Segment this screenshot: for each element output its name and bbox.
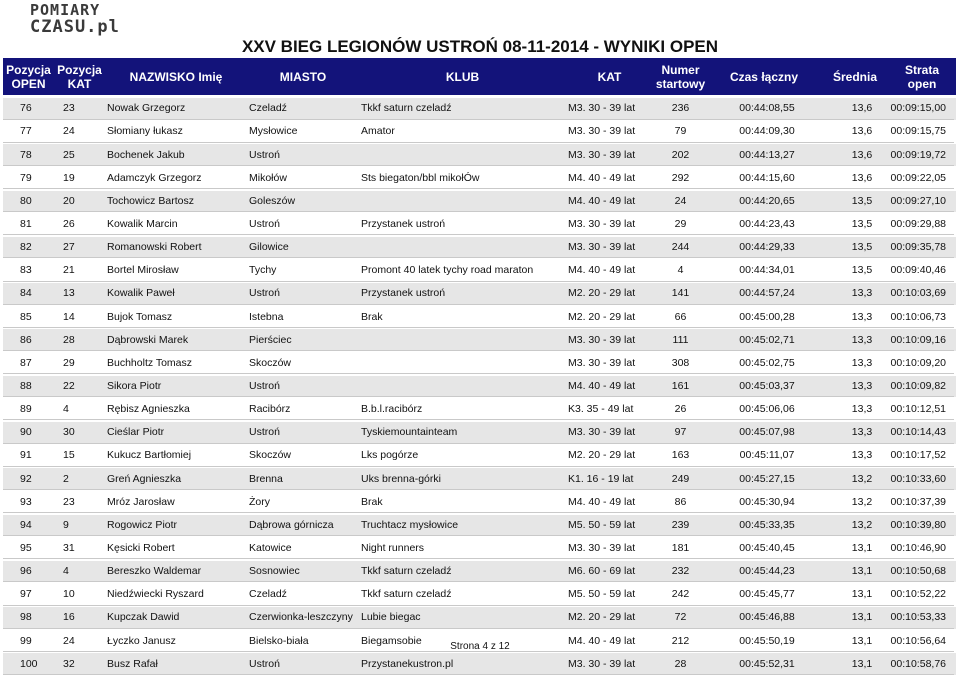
cell-total-time: 00:45:07,98 [708, 422, 820, 444]
cell-position-open: 99 [3, 630, 54, 652]
cell-club: Biegamsobie [359, 630, 566, 652]
cell-position-open: 93 [3, 491, 54, 513]
cell-average-speed: 13,5 [820, 214, 890, 236]
cell-bib-number: 29 [653, 214, 708, 236]
results-table-body [3, 98, 956, 677]
cell-position-category: 24 [54, 121, 105, 143]
cell-position-category: 23 [54, 98, 105, 120]
cell-bib-number: 292 [653, 167, 708, 189]
cell-total-time: 00:44:57,24 [708, 283, 820, 305]
cell-position-category: 30 [54, 422, 105, 444]
cell-total-time: 00:44:09,30 [708, 121, 820, 143]
cell-category: M3. 30 - 39 lat [566, 538, 653, 560]
logo-line-1: POMIARY [30, 1, 101, 19]
cell-position-open: 100 [3, 653, 54, 675]
cell-time-gap: 00:10:09,16 [890, 329, 954, 351]
cell-total-time: 00:45:11,07 [708, 445, 820, 467]
cell-position-open: 85 [3, 306, 54, 328]
header-position-open: Pozycja OPEN [6, 62, 51, 91]
cell-position-open: 84 [3, 283, 54, 305]
cell-category: M3. 30 - 39 lat [566, 329, 653, 351]
cell-average-speed: 13,6 [820, 144, 890, 166]
cell-position-category: 15 [54, 445, 105, 467]
cell-position-category: 9 [54, 515, 105, 537]
cell-runner-name: Busz Rafał [105, 653, 247, 675]
cell-total-time: 00:44:20,65 [708, 191, 820, 213]
cell-runner-name: Greń Agnieszka [105, 468, 247, 490]
cell-city: Ustroń [247, 653, 359, 675]
cell-city: Dąbrowa górnicza [247, 515, 359, 537]
cell-runner-name: Rogowicz Piotr [105, 515, 247, 537]
table-header [3, 58, 956, 95]
cell-bib-number: 97 [653, 422, 708, 444]
cell-category: M3. 30 - 39 lat [566, 121, 653, 143]
table-row [3, 191, 956, 213]
cell-total-time: 00:45:46,88 [708, 607, 820, 629]
cell-city: Gilowice [247, 237, 359, 259]
cell-city: Mysłowice [247, 121, 359, 143]
cell-average-speed: 13,6 [820, 121, 890, 143]
cell-bib-number: 163 [653, 445, 708, 467]
cell-time-gap: 00:10:33,60 [890, 468, 954, 490]
table-row [3, 167, 956, 189]
cell-city: Ustroń [247, 283, 359, 305]
cell-bib-number: 24 [653, 191, 708, 213]
cell-club: Przystanek ustroń [359, 214, 566, 236]
cell-runner-name: Niedźwiecki Ryszard [105, 584, 247, 606]
cell-city: Pierściec [247, 329, 359, 351]
cell-category: M3. 30 - 39 lat [566, 98, 653, 120]
cell-city: Ustroń [247, 144, 359, 166]
cell-city: Goleszów [247, 191, 359, 213]
cell-total-time: 00:45:30,94 [708, 491, 820, 513]
table-row [3, 237, 956, 259]
cell-time-gap: 00:09:29,88 [890, 214, 954, 236]
cell-category: M3. 30 - 39 lat [566, 653, 653, 675]
cell-time-gap: 00:10:37,39 [890, 491, 954, 513]
cell-bib-number: 308 [653, 353, 708, 375]
cell-position-open: 83 [3, 260, 54, 282]
cell-runner-name: Kupczak Dawid [105, 607, 247, 629]
cell-average-speed: 13,2 [820, 515, 890, 537]
cell-club: Uks brenna-górki [359, 468, 566, 490]
cell-time-gap: 00:09:22,05 [890, 167, 954, 189]
cell-city: Żory [247, 491, 359, 513]
cell-position-category: 2 [54, 468, 105, 490]
cell-city: Bielsko-biała [247, 630, 359, 652]
cell-club: Lks pogórze [359, 445, 566, 467]
cell-club: Tkkf saturn czeladź [359, 98, 566, 120]
cell-average-speed: 13,3 [820, 306, 890, 328]
cell-time-gap: 00:10:17,52 [890, 445, 954, 467]
cell-position-open: 98 [3, 607, 54, 629]
cell-position-category: 10 [54, 584, 105, 606]
cell-runner-name: Nowak Grzegorz [105, 98, 247, 120]
table-row [3, 538, 956, 560]
cell-total-time: 00:45:02,71 [708, 329, 820, 351]
cell-position-category: 31 [54, 538, 105, 560]
cell-time-gap: 00:10:06,73 [890, 306, 954, 328]
cell-average-speed: 13,1 [820, 561, 890, 583]
table-row [3, 144, 956, 166]
table-row [3, 399, 956, 421]
cell-total-time: 00:44:15,60 [708, 167, 820, 189]
cell-position-category: 14 [54, 306, 105, 328]
cell-position-open: 95 [3, 538, 54, 560]
cell-club: Brak [359, 306, 566, 328]
cell-bib-number: 66 [653, 306, 708, 328]
cell-average-speed: 13,1 [820, 630, 890, 652]
cell-runner-name: Mróz Jarosław [105, 491, 247, 513]
cell-category: M2. 20 - 29 lat [566, 283, 653, 305]
table-row [3, 422, 956, 444]
table-row [3, 98, 956, 120]
cell-club [359, 329, 566, 351]
cell-club: Lubie biegac [359, 607, 566, 629]
cell-club [359, 191, 566, 213]
header-city: MIASTO [279, 69, 327, 84]
cell-time-gap: 00:10:09,20 [890, 353, 954, 375]
cell-average-speed: 13,1 [820, 607, 890, 629]
cell-category: M3. 30 - 39 lat [566, 353, 653, 375]
cell-position-category: 4 [54, 399, 105, 421]
cell-runner-name: Bochenek Jakub [105, 144, 247, 166]
cell-position-open: 91 [3, 445, 54, 467]
cell-runner-name: Kęsicki Robert [105, 538, 247, 560]
cell-total-time: 00:45:03,37 [708, 376, 820, 398]
cell-runner-name: Sikora Piotr [105, 376, 247, 398]
cell-position-category: 26 [54, 214, 105, 236]
cell-club: B.b.l.racibórz [359, 399, 566, 421]
cell-bib-number: 72 [653, 607, 708, 629]
cell-category: M2. 20 - 29 lat [566, 445, 653, 467]
cell-runner-name: Adamczyk Grzegorz [105, 167, 247, 189]
cell-category: M3. 30 - 39 lat [566, 237, 653, 259]
cell-position-open: 88 [3, 376, 54, 398]
cell-category: M4. 40 - 49 lat [566, 376, 653, 398]
cell-time-gap: 00:10:14,43 [890, 422, 954, 444]
header-category: KAT [597, 69, 622, 84]
cell-bib-number: 79 [653, 121, 708, 143]
cell-club: Tkkf saturn czeladź [359, 561, 566, 583]
cell-bib-number: 249 [653, 468, 708, 490]
cell-position-category: 13 [54, 283, 105, 305]
cell-category: M2. 20 - 29 lat [566, 306, 653, 328]
header-club: KLUB [445, 69, 480, 84]
cell-position-category: 27 [54, 237, 105, 259]
table-row [3, 353, 956, 375]
cell-club [359, 237, 566, 259]
cell-bib-number: 181 [653, 538, 708, 560]
cell-position-category: 20 [54, 191, 105, 213]
cell-position-open: 79 [3, 167, 54, 189]
cell-bib-number: 232 [653, 561, 708, 583]
cell-bib-number: 236 [653, 98, 708, 120]
cell-position-open: 82 [3, 237, 54, 259]
cell-position-open: 90 [3, 422, 54, 444]
cell-time-gap: 00:09:40,46 [890, 260, 954, 282]
header-name: NAZWISKO Imię [129, 69, 223, 84]
cell-bib-number: 141 [653, 283, 708, 305]
cell-city: Skoczów [247, 445, 359, 467]
logo-line-2: CZASU.pl [30, 17, 120, 37]
table-row [3, 584, 956, 606]
cell-bib-number: 161 [653, 376, 708, 398]
cell-club [359, 144, 566, 166]
table-row [3, 329, 956, 351]
cell-club [359, 353, 566, 375]
cell-runner-name: Kowalik Marcin [105, 214, 247, 236]
cell-average-speed: 13,1 [820, 653, 890, 675]
cell-runner-name: Tochowicz Bartosz [105, 191, 247, 213]
cell-category: K1. 16 - 19 lat [566, 468, 653, 490]
cell-category: M5. 50 - 59 lat [566, 584, 653, 606]
cell-bib-number: 242 [653, 584, 708, 606]
cell-category: K3. 35 - 49 lat [566, 399, 653, 421]
cell-position-category: 25 [54, 144, 105, 166]
cell-time-gap: 00:10:09,82 [890, 376, 954, 398]
cell-category: M4. 40 - 49 lat [566, 167, 653, 189]
cell-bib-number: 202 [653, 144, 708, 166]
cell-total-time: 00:44:13,27 [708, 144, 820, 166]
cell-runner-name: Łyczko Janusz [105, 630, 247, 652]
cell-category: M5. 50 - 59 lat [566, 515, 653, 537]
cell-average-speed: 13,5 [820, 260, 890, 282]
cell-position-category: 4 [54, 561, 105, 583]
cell-average-speed: 13,3 [820, 376, 890, 398]
cell-position-open: 76 [3, 98, 54, 120]
cell-average-speed: 13,3 [820, 329, 890, 351]
cell-position-category: 21 [54, 260, 105, 282]
cell-club [359, 376, 566, 398]
cell-average-speed: 13,3 [820, 422, 890, 444]
cell-runner-name: Bortel Mirosław [105, 260, 247, 282]
cell-time-gap: 00:10:46,90 [890, 538, 954, 560]
cell-city: Ustroń [247, 214, 359, 236]
cell-position-open: 97 [3, 584, 54, 606]
header-time-gap: Strata open [904, 62, 939, 91]
cell-city: Katowice [247, 538, 359, 560]
cell-runner-name: Bereszko Waldemar [105, 561, 247, 583]
cell-total-time: 00:45:45,77 [708, 584, 820, 606]
cell-bib-number: 111 [653, 329, 708, 351]
cell-time-gap: 00:10:52,22 [890, 584, 954, 606]
cell-position-category: 19 [54, 167, 105, 189]
cell-city: Czeladź [247, 98, 359, 120]
cell-club: Tkkf saturn czeladź [359, 584, 566, 606]
table-row [3, 561, 956, 583]
cell-runner-name: Buchholtz Tomasz [105, 353, 247, 375]
cell-category: M4. 40 - 49 lat [566, 260, 653, 282]
cell-position-category: 23 [54, 491, 105, 513]
table-row [3, 445, 956, 467]
cell-city: Tychy [247, 260, 359, 282]
table-row [3, 607, 956, 629]
cell-bib-number: 239 [653, 515, 708, 537]
header-average-speed: Średnia [832, 69, 877, 84]
cell-total-time: 00:44:23,43 [708, 214, 820, 236]
cell-city: Mikołów [247, 167, 359, 189]
cell-club: Night runners [359, 538, 566, 560]
cell-club: Tyskiemountainteam [359, 422, 566, 444]
cell-average-speed: 13,5 [820, 191, 890, 213]
cell-position-open: 81 [3, 214, 54, 236]
cell-city: Ustroń [247, 422, 359, 444]
cell-position-category: 24 [54, 630, 105, 652]
cell-position-open: 87 [3, 353, 54, 375]
cell-time-gap: 00:10:03,69 [890, 283, 954, 305]
cell-position-category: 16 [54, 607, 105, 629]
cell-time-gap: 00:09:15,75 [890, 121, 954, 143]
cell-average-speed: 13,2 [820, 468, 890, 490]
logo [30, 2, 130, 38]
cell-time-gap: 00:10:58,76 [890, 653, 954, 675]
cell-category: M4. 40 - 49 lat [566, 491, 653, 513]
cell-city: Czerwionka-leszczyny [247, 607, 359, 629]
cell-total-time: 00:45:00,28 [708, 306, 820, 328]
cell-city: Istebna [247, 306, 359, 328]
cell-total-time: 00:44:29,33 [708, 237, 820, 259]
cell-bib-number: 244 [653, 237, 708, 259]
cell-time-gap: 00:09:27,10 [890, 191, 954, 213]
cell-total-time: 00:45:40,45 [708, 538, 820, 560]
table-row [3, 491, 956, 513]
cell-runner-name: Cieślar Piotr [105, 422, 247, 444]
cell-position-category: 28 [54, 329, 105, 351]
cell-average-speed: 13,1 [820, 538, 890, 560]
cell-time-gap: 00:10:50,68 [890, 561, 954, 583]
header-total-time: Czas łączny [729, 69, 799, 84]
cell-total-time: 00:45:06,06 [708, 399, 820, 421]
cell-city: Brenna [247, 468, 359, 490]
cell-category: M3. 30 - 39 lat [566, 144, 653, 166]
cell-position-category: 32 [54, 653, 105, 675]
cell-average-speed: 13,3 [820, 399, 890, 421]
cell-bib-number: 212 [653, 630, 708, 652]
cell-average-speed: 13,3 [820, 283, 890, 305]
cell-category: M4. 40 - 49 lat [566, 191, 653, 213]
cell-time-gap: 00:10:12,51 [890, 399, 954, 421]
cell-city: Ustroń [247, 376, 359, 398]
cell-bib-number: 26 [653, 399, 708, 421]
cell-bib-number: 28 [653, 653, 708, 675]
cell-bib-number: 86 [653, 491, 708, 513]
table-row [3, 376, 956, 398]
cell-total-time: 00:44:08,55 [708, 98, 820, 120]
cell-position-open: 96 [3, 561, 54, 583]
cell-average-speed: 13,3 [820, 445, 890, 467]
cell-position-category: 22 [54, 376, 105, 398]
cell-club: Przystanek ustroń [359, 283, 566, 305]
cell-club: Brak [359, 491, 566, 513]
page-title: XXV BIEG LEGIONÓW USTROŃ 08-11-2014 - WYNIKI OPEN [241, 37, 719, 56]
cell-bib-number: 4 [653, 260, 708, 282]
header-position-category: Pozycja KAT [57, 62, 102, 91]
table-row [3, 260, 956, 282]
cell-club: Promont 40 latek tychy road maraton [359, 260, 566, 282]
cell-average-speed: 13,1 [820, 584, 890, 606]
cell-time-gap: 00:10:56,64 [890, 630, 954, 652]
cell-position-open: 92 [3, 468, 54, 490]
cell-city: Sosnowiec [247, 561, 359, 583]
cell-club: Amator [359, 121, 566, 143]
cell-runner-name: Bujok Tomasz [105, 306, 247, 328]
cell-position-open: 77 [3, 121, 54, 143]
cell-total-time: 00:45:33,35 [708, 515, 820, 537]
cell-category: M3. 30 - 39 lat [566, 214, 653, 236]
cell-time-gap: 00:09:15,00 [890, 98, 954, 120]
table-row [3, 468, 956, 490]
cell-time-gap: 00:10:53,33 [890, 607, 954, 629]
cell-position-open: 89 [3, 399, 54, 421]
cell-total-time: 00:44:34,01 [708, 260, 820, 282]
cell-category: M3. 30 - 39 lat [566, 422, 653, 444]
table-row [3, 653, 956, 675]
cell-total-time: 00:45:02,75 [708, 353, 820, 375]
cell-club: Sts biegaton/bbl mikołÓw [359, 167, 566, 189]
cell-position-open: 86 [3, 329, 54, 351]
cell-runner-name: Romanowski Robert [105, 237, 247, 259]
cell-total-time: 00:45:44,23 [708, 561, 820, 583]
cell-position-open: 78 [3, 144, 54, 166]
cell-city: Skoczów [247, 353, 359, 375]
cell-runner-name: Słomiany łukasz [105, 121, 247, 143]
page-number: Strona 4 z 12 [450, 641, 510, 652]
cell-category: M2. 20 - 29 lat [566, 607, 653, 629]
table-row [3, 214, 956, 236]
table-row [3, 515, 956, 537]
cell-average-speed: 13,5 [820, 237, 890, 259]
cell-total-time: 00:45:52,31 [708, 653, 820, 675]
cell-runner-name: Rębisz Agnieszka [105, 399, 247, 421]
cell-average-speed: 13,2 [820, 491, 890, 513]
cell-category: M4. 40 - 49 lat [566, 630, 653, 652]
cell-average-speed: 13,6 [820, 167, 890, 189]
table-row [3, 283, 956, 305]
table-row [3, 121, 956, 143]
cell-position-category: 29 [54, 353, 105, 375]
cell-time-gap: 00:10:39,80 [890, 515, 954, 537]
header-bib-number: Numer startowy [655, 62, 706, 91]
cell-position-open: 94 [3, 515, 54, 537]
cell-runner-name: Dąbrowski Marek [105, 329, 247, 351]
cell-average-speed: 13,6 [820, 98, 890, 120]
cell-club: Truchtacz mysłowice [359, 515, 566, 537]
cell-category: M6. 60 - 69 lat [566, 561, 653, 583]
cell-city: Czeladź [247, 584, 359, 606]
cell-runner-name: Kukucz Bartłomiej [105, 445, 247, 467]
cell-total-time: 00:45:27,15 [708, 468, 820, 490]
cell-average-speed: 13,3 [820, 353, 890, 375]
cell-time-gap: 00:09:19,72 [890, 144, 954, 166]
cell-runner-name: Kowalik Paweł [105, 283, 247, 305]
cell-total-time: 00:45:50,19 [708, 630, 820, 652]
cell-position-open: 80 [3, 191, 54, 213]
table-row [3, 306, 956, 328]
cell-city: Racibórz [247, 399, 359, 421]
cell-time-gap: 00:09:35,78 [890, 237, 954, 259]
cell-club: Przystanekustron.pl [359, 653, 566, 675]
